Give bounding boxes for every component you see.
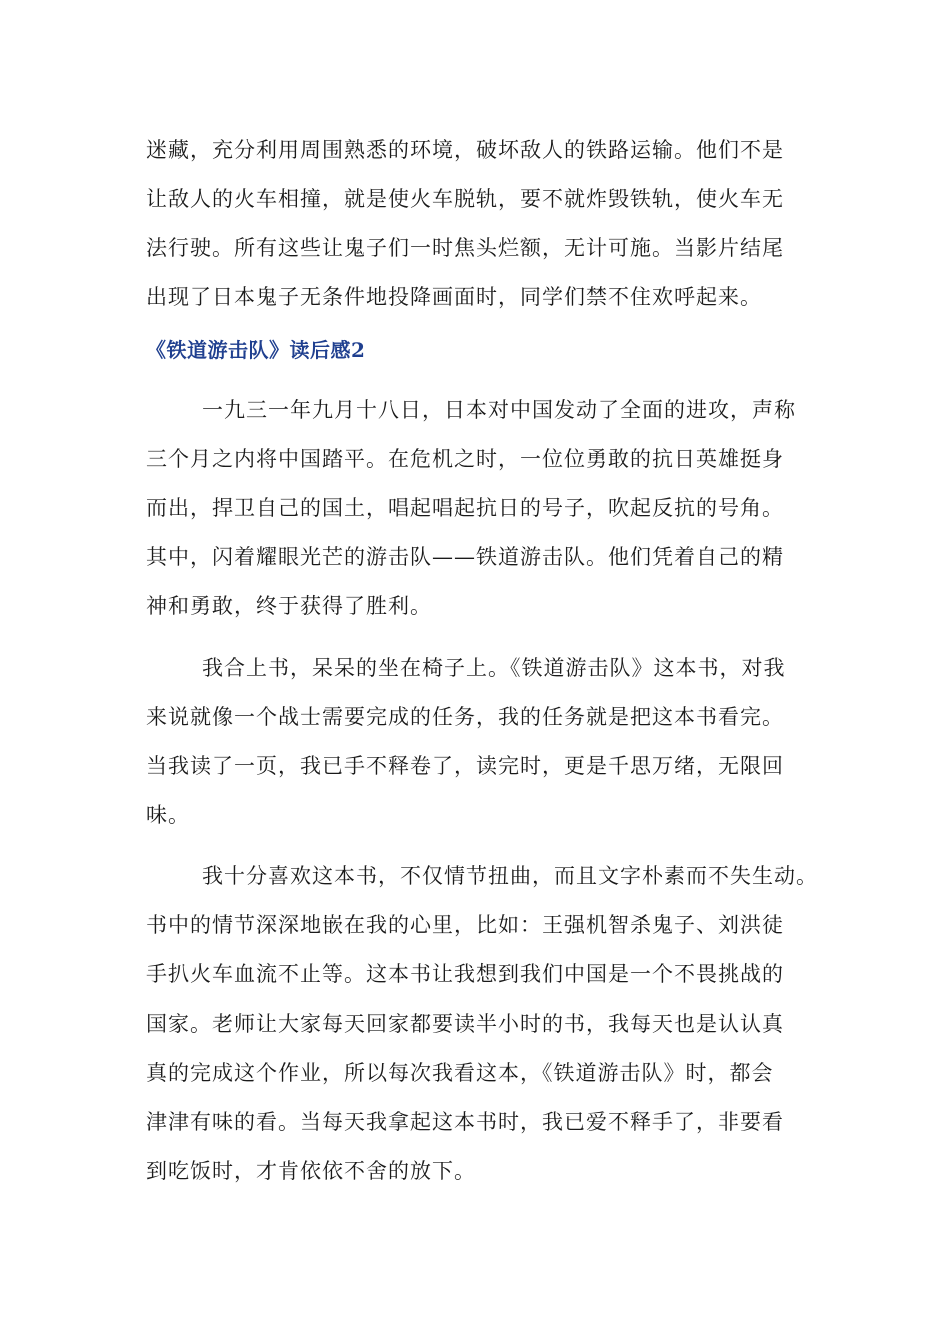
- paragraph2-line-2: 来说就像一个战士需要完成的任务，我的任务就是把这本书看完。: [146, 705, 784, 729]
- intro-line-4: 出现了日本鬼子无条件地投降画面时，同学们禁不住欢呼起来。: [146, 285, 762, 309]
- paragraph2-line-4: 味。: [146, 803, 190, 827]
- paragraph1-line-3: 而出，捍卫自己的国土，唱起唱起抗日的号子，吹起反抗的号角。: [146, 496, 784, 520]
- paragraph3-line-6: 津津有味的看。当每天我拿起这本书时，我已爱不释手了，非要看: [146, 1110, 784, 1134]
- intro-line-3: 法行驶。所有这些让鬼子们一时焦头烂额，无计可施。当影片结尾: [146, 236, 784, 260]
- paragraph3-line-1: 我十分喜欢这本书，不仅情节扭曲，而且文字朴素而不失生动。: [202, 864, 818, 888]
- paragraph2-line-3: 当我读了一页，我已手不释卷了，读完时，更是千思万绪，无限回: [146, 754, 784, 778]
- paragraph3-line-4: 国家。老师让大家每天回家都要读半小时的书，我每天也是认认真: [146, 1012, 784, 1036]
- paragraph2-line-1: 我合上书，呆呆的坐在椅子上。《铁道游击队》这本书，对我: [202, 656, 786, 680]
- paragraph1-line-4: 其中，闪着耀眼光芒的游击队——铁道游击队。他们凭着自己的精: [146, 545, 784, 569]
- paragraph3-line-7: 到吃饭时，才肯依依不舍的放下。: [146, 1159, 476, 1183]
- paragraph1-line-1: 一九三一年九月十八日，日本对中国发动了全面的进攻，声称: [202, 398, 796, 422]
- paragraph1-line-2: 三个月之内将中国踏平。在危机之时，一位位勇敢的抗日英雄挺身: [146, 447, 784, 471]
- intro-line-1: 迷藏，充分利用周围熟悉的环境，破坏敌人的铁路运输。他们不是: [146, 138, 784, 162]
- paragraph1-line-5: 神和勇敢，终于获得了胜利。: [146, 594, 432, 618]
- paragraph3-line-2: 书中的情节深深地嵌在我的心里，比如：王强机智杀鬼子、刘洪徒: [146, 913, 784, 937]
- section-heading: 《铁道游击队》读后感2: [146, 338, 366, 362]
- intro-line-2: 让敌人的火车相撞，就是使火车脱轨，要不就炸毁铁轨，使火车无: [146, 187, 784, 211]
- paragraph3-line-3: 手扒火车血流不止等。这本书让我想到我们中国是一个不畏挑战的: [146, 962, 784, 986]
- paragraph3-line-5: 真的完成这个作业，所以每次我看这本，《铁道游击队》时，都会: [146, 1061, 774, 1085]
